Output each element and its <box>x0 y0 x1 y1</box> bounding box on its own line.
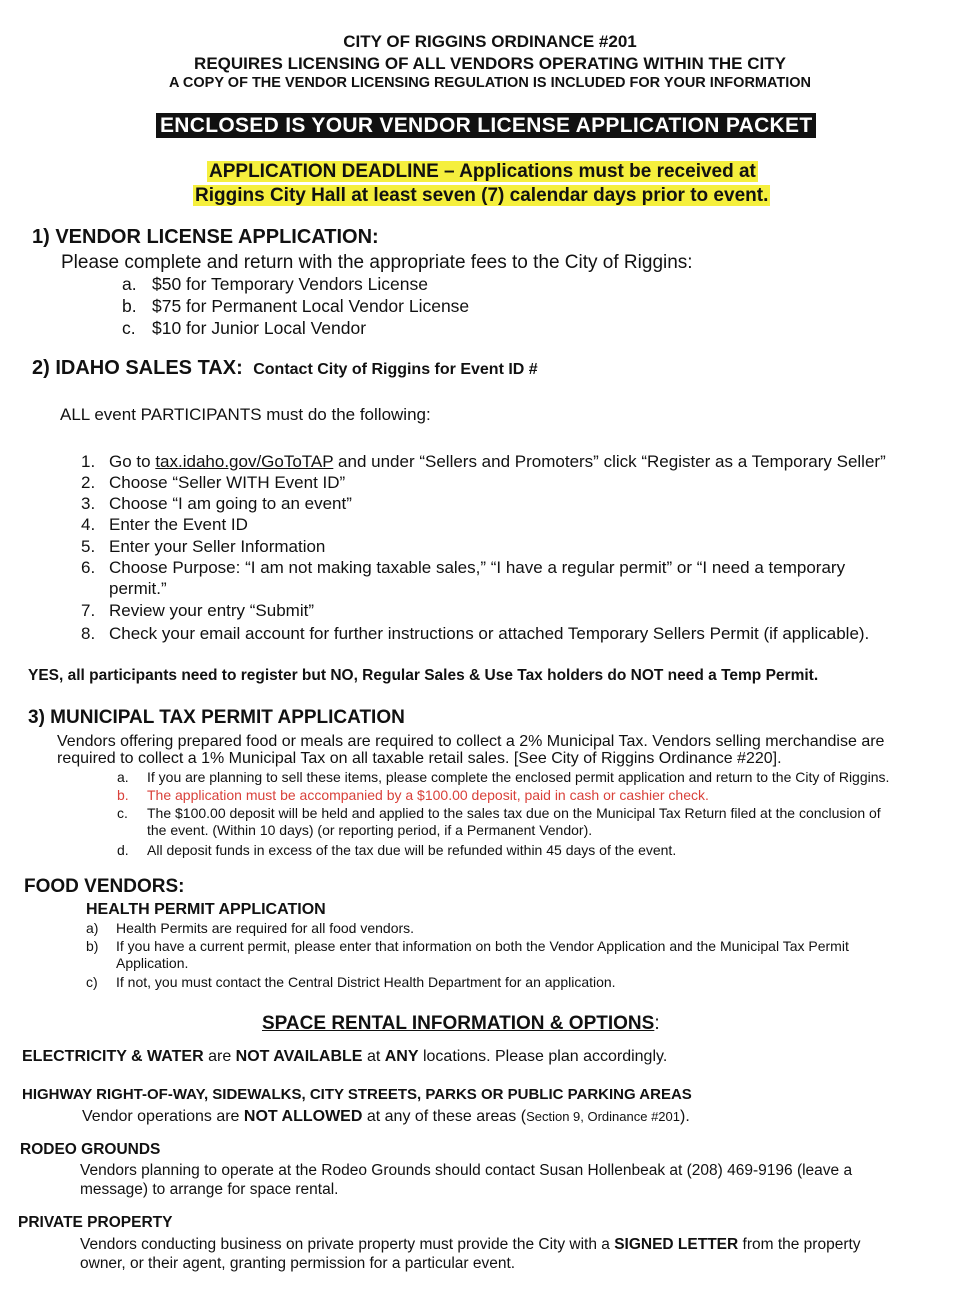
section2-subtitle: Contact City of Riggins for Event ID # <box>253 361 538 378</box>
step-6-continued: permit.” <box>109 579 167 598</box>
step-2: Choose “Seller WITH Event ID” <box>109 473 346 492</box>
municipal-item-d: All deposit funds in excess of the tax due will be refunded within 45 days of the event. <box>147 842 677 858</box>
electricity-mid-1: are <box>208 1048 232 1065</box>
section1-title: 1) VENDOR LICENSE APPLICATION: <box>32 226 379 248</box>
section2-intro: ALL event PARTICIPANTS must do the following: <box>60 405 431 424</box>
list-item <box>122 318 136 339</box>
step-1 <box>109 452 886 472</box>
food-vendors-title: FOOD VENDORS: <box>24 876 185 897</box>
electricity-end: locations. Please plan accordingly. <box>422 1048 668 1065</box>
space-rental-title-suffix: : <box>654 1013 660 1034</box>
list-marker: c) <box>86 974 98 990</box>
step-4: Enter the Event ID <box>109 515 248 534</box>
fee-junior: $10 for Junior Local Vendor <box>152 318 367 338</box>
list-marker: b) <box>86 938 99 954</box>
highway-title: HIGHWAY RIGHT-OF-WAY, SIDEWALKS, CITY STREETS, PARKS OR PUBLIC PARKING AREAS <box>22 1086 692 1103</box>
highway-end: ). <box>680 1108 690 1125</box>
step-number: 3. <box>81 494 96 513</box>
packet-banner <box>156 114 816 138</box>
step-6: Choose Purpose: “I am not making taxable sales,” “I have a regular permit” or “I need a temporary <box>109 558 846 577</box>
step-number: 1. <box>81 452 96 471</box>
fee-temporary: $50 for Temporary Vendors License <box>152 274 428 294</box>
highway-not-allowed: NOT ALLOWED <box>243 1108 363 1125</box>
list-marker: d. <box>117 842 129 858</box>
header-line-3: A COPY OF THE VENDOR LICENSING REGULATION IS INCLUDED FOR YOUR INFORMATION <box>168 75 812 91</box>
step-1-pre: Go to <box>109 452 151 471</box>
step-number: 2. <box>81 473 96 492</box>
deadline-text-2: Riggins City Hall at least seven (7) calendar days prior to event. <box>195 185 769 206</box>
deadline-line-2 <box>193 185 770 207</box>
health-item-c: If not, you must contact the Central District Health Department for an application. <box>116 974 616 990</box>
section3-para-2: required to collect a 1% Municipal Tax on all taxable retail sales. [See City of Riggins Ordinance #220]. <box>57 750 782 767</box>
list-marker: c. <box>117 805 128 821</box>
deadline-line-1 <box>207 161 758 183</box>
highway-line <box>82 1108 690 1126</box>
municipal-item-c-continued: the event. (Within 10 days) (or reporting period, if a Permanent Vendor). <box>147 822 593 838</box>
municipal-item-a: If you are planning to sell these items, please complete the enclosed permit application and return to the City of Riggins. <box>147 769 890 785</box>
step-number: 4. <box>81 515 96 534</box>
section1-intro: Please complete and return with the appropriate fees to the City of Riggins: <box>61 252 693 273</box>
sales-tax-note: YES, all participants need to register but NO, Regular Sales & Use Tax holders do NOT need a Temp Permit. <box>28 667 819 684</box>
deadline-text-1: APPLICATION DEADLINE – Applications must be received at <box>209 161 756 182</box>
rodeo-line-2: message) to arrange for space rental. <box>80 1181 339 1198</box>
step-3: Choose “I am going to an event” <box>109 494 352 513</box>
step-7: Review your entry “Submit” <box>109 601 315 620</box>
section2-title: 2) IDAHO SALES TAX: <box>32 357 243 379</box>
rodeo-line-1: Vendors planning to operate at the Rodeo Grounds should contact Susan Hollenbeak at (208) 469-9196 (leave a <box>80 1162 853 1179</box>
step-number: 8. <box>81 624 96 643</box>
step-5: Enter your Seller Information <box>109 537 326 556</box>
header-line-2: REQUIRES LICENSING OF ALL VENDORS OPERATING WITHIN THE CITY <box>194 54 786 73</box>
list-item <box>122 274 137 295</box>
electricity-water-line <box>22 1048 667 1066</box>
list-marker: a) <box>86 920 99 936</box>
private-property-line-2: owner, or their agent, granting permission for a particular event. <box>80 1255 516 1272</box>
municipal-item-c: The $100.00 deposit will be held and applied to the sales tax due on the Municipal Tax Return filed at the conclusion of <box>147 805 881 821</box>
highway-pre: Vendor operations are <box>82 1108 240 1125</box>
step-number: 7. <box>81 601 96 620</box>
electricity-not-available: NOT AVAILABLE <box>235 1048 363 1065</box>
electricity-water-label: ELECTRICITY & WATER <box>22 1048 204 1065</box>
electricity-mid-2: at <box>366 1048 381 1065</box>
tap-link[interactable]: tax.idaho.gov/GoToTAP <box>155 452 334 471</box>
section3-title: 3) MUNICIPAL TAX PERMIT APPLICATION <box>28 707 405 728</box>
rodeo-title: RODEO GROUNDS <box>20 1141 161 1158</box>
health-permit-subtitle: HEALTH PERMIT APPLICATION <box>86 901 326 918</box>
municipal-item-b: The application must be accompanied by a $100.00 deposit, paid in cash or cashier check. <box>147 787 709 803</box>
list-marker: b. <box>117 787 129 803</box>
private-property-title: PRIVATE PROPERTY <box>18 1214 173 1231</box>
step-number: 5. <box>81 537 96 556</box>
packet-banner-text: ENCLOSED IS YOUR VENDOR LICENSE APPLICATION PACKET <box>156 113 816 138</box>
step-number: 6. <box>81 558 96 577</box>
step-8: Check your email account for further instructions or attached Temporary Sellers Permit (if applicable). <box>109 624 870 643</box>
private-pre: Vendors conducting business on private property must provide the City with a <box>80 1236 610 1253</box>
section3-para-1: Vendors offering prepared food or meals are required to collect a 2% Municipal Tax. Vendors selling merchandise are <box>57 733 885 750</box>
highway-mid: at any of these areas ( <box>366 1108 527 1125</box>
fee-permanent: $75 for Permanent Local Vendor License <box>152 296 470 316</box>
header-line-1: CITY OF RIGGINS ORDINANCE #201 <box>343 32 637 51</box>
list-marker: a. <box>117 769 129 785</box>
space-rental-heading <box>262 1013 660 1035</box>
list-marker: a. <box>122 274 137 294</box>
highway-ordinance-ref: Section 9, Ordinance #201 <box>526 1109 680 1124</box>
step-1-post: and under “Sellers and Promoters” click “Register as a Temporary Seller” <box>338 452 886 471</box>
space-rental-title: SPACE RENTAL INFORMATION & OPTIONS <box>262 1013 655 1034</box>
section2-heading <box>32 357 538 380</box>
private-signed-letter: SIGNED LETTER <box>614 1236 739 1253</box>
health-item-a: Health Permits are required for all food vendors. <box>116 920 415 936</box>
list-marker: b. <box>122 296 137 316</box>
health-item-b-continued: Application. <box>116 955 189 971</box>
health-item-b: If you have a current permit, please enter that information on both the Vendor Application and the Municipal Tax Permit <box>116 938 849 954</box>
private-property-line-1 <box>80 1236 861 1254</box>
private-post: from the property <box>742 1236 861 1253</box>
list-item <box>122 296 137 317</box>
electricity-any: ANY <box>384 1048 419 1065</box>
list-marker: c. <box>122 318 136 338</box>
